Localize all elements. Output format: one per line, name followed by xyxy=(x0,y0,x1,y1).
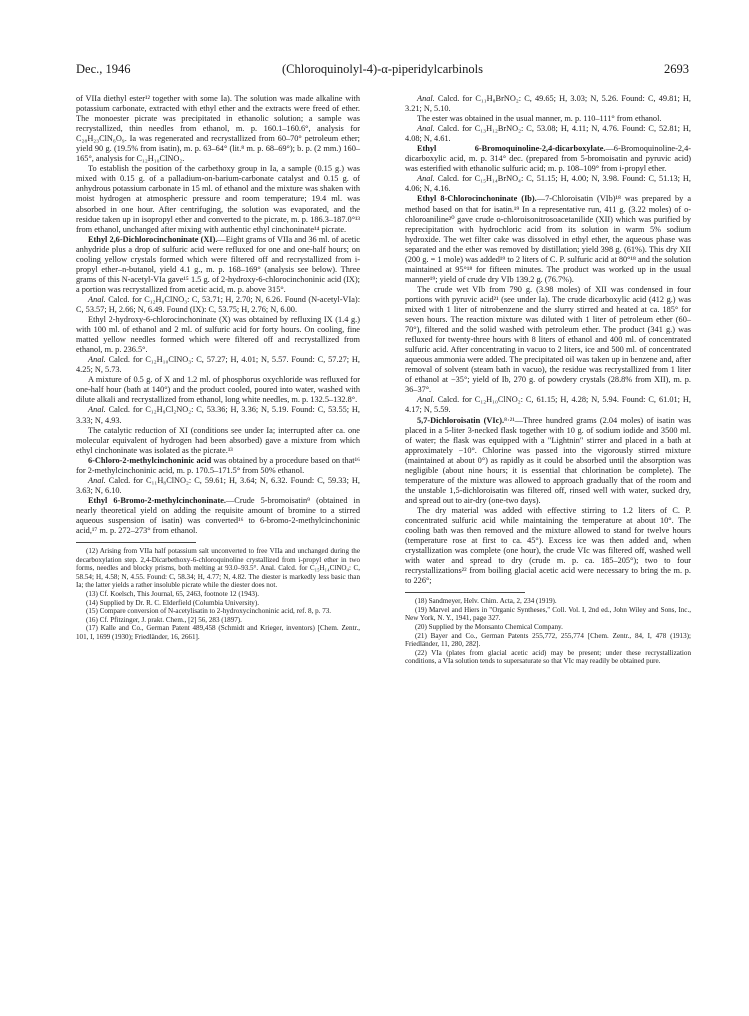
right-column-body xyxy=(405,94,691,586)
paragraph-text: Calcd. for C₁₁H₈ClNO₂: C, 59.61; H, 3.64; N, 6.32. Found: C, 59.33; H, 3.63; N, 6.10. xyxy=(76,475,360,495)
paragraph-heading: Ethyl 2,6-Dichlorocinchoninate (XI). xyxy=(88,234,218,244)
paragraph-heading: 5,7-Dichloroisatin (VIc). xyxy=(417,415,505,425)
paragraph-text: Calcd. for C₁₂H₈ClNO₃: C, 53.71; H, 2.70; N, 6.26. Found (N-acetyl-VIa): C, 53.57; H, 2.66; N, 6.49. Found (IX): C, 53.75; H, 2.76; N, 6.00. xyxy=(76,294,360,314)
paragraph-text: Calcd. for C₁₁H₈BrNO₂: C, 49.65; H, 3.03; N, 5.26. Found: C, 49.81; H, 3.21; N, 5.10. xyxy=(405,94,691,114)
analysis-label: Anal. xyxy=(88,475,106,485)
paragraph xyxy=(76,496,360,536)
analysis-label: Anal. xyxy=(88,355,106,365)
paragraph xyxy=(405,114,691,124)
paragraph-text: The dry material was added with effective stirring to 1.2 liters of C. P. concentrated sulfuric acid while maintaining the temperature at about 10°. The cooling bath was then removed and the mixture allowed to stand for twelve hours (temperature rose at first to ca. 45°). Excess ice was then added and, when crystallization was complete (one hour), the crude VIc was filtered off, washed well with water and spread to dry (crude m. p. ca. 185–205°); two to four recrystallizations²² from boiling glacial acetic acid were necessary to bring the m. p. to 226°; xyxy=(405,505,691,586)
paragraph-text: To establish the position of the carbethoxy group in Ia, a sample (0.15 g.) was mixed with 0.15 g. of a palladium-on-barium-carbonate catalyst and 0.15 g. of anhydrous potassium carbonate in 15 ml. of ethanol and the mixture was shaken with moist hydrogen at atmospheric pressure and room temperature; 19.4 ml. was absorbed in one hour. After centrifuging, the solution was evaporated, and the residue taken up in isopropyl ether and converted to the picrate, m. p. 186.3–187.0°¹³ from ethanol, unchanged after mixing with authentic ethyl cinchoninate¹⁴ picrate. xyxy=(76,164,360,234)
footnote: (16) Cf. Pfitzinger, J. prakt. Chem., [2] 56, 283 (1897). xyxy=(86,615,242,624)
left-footnotes xyxy=(76,547,360,642)
footnote: (18) Sandmeyer, Helv. Chim. Acta, 2, 234 (1919). xyxy=(415,597,557,606)
paragraph xyxy=(76,375,360,405)
paragraph-text: —Crude 5-bromoisatin⁹ (obtained in nearly theoretical yield on adding the requisite amount of bromine to a stirred aqueous suspension of isatin) was converted¹⁶ to 6-bromo-2-methylcinchoninic acid,¹⁷ m. p. 272–273° from ethanol. xyxy=(76,495,360,536)
paragraph xyxy=(76,235,360,295)
analysis-label: Anal. xyxy=(417,395,435,405)
paragraph xyxy=(405,506,691,586)
right-footnotes xyxy=(405,597,691,666)
paragraph xyxy=(76,355,360,375)
paragraph xyxy=(76,94,360,164)
paragraph xyxy=(405,416,691,506)
paragraph xyxy=(76,405,360,425)
paragraph xyxy=(405,285,691,396)
footnote: (12) Arising from VIIa half potassium salt unconverted to free VIIa and unchanged during the decarboxylation step. 2,4-Dicarbethoxy-6-chloroquinoline crystallized from i-propyl ether in two forms, needles and blocky prisms, both melting at 93.0–93.5°. Anal. Calcd. for C₁₅H₁₄ClNO₄: C, 58.54; H, 4.58; N, 4.55. Found: C, 58.34; H, 4.77; N, 4.82. The diester is markedly less basic than Ia; the latter yields a rather insoluble picrate while the diester does not. xyxy=(76,547,360,590)
paragraph xyxy=(76,164,360,234)
header-title: (Chloroquinolyl-4)-α-piperidylcarbinols xyxy=(282,62,483,76)
footnote: (22) VIa (plates from glacial acetic acid) may be present; under these recrystallization conditions, a VIa solution tends to supersaturate so that VIc may readily be obtained pure. xyxy=(405,648,691,666)
footnote: (21) Bayer and Co., German Patents 255,772, 255,774 [Chem. Zentr., 84, I, 478 (1913); Friedländer, 11, 280, 282]. xyxy=(405,631,691,649)
footnote: (14) Supplied by Dr. R. C. Elderfield (Columbia University). xyxy=(86,598,259,607)
paragraph xyxy=(405,194,691,284)
header-page-number: 2693 xyxy=(664,62,689,76)
paragraph xyxy=(76,315,360,355)
paragraph-text: of VIIa diethyl ester¹² together with some Ia). The solution was made alkaline with potassium carbonate, extracted with ethyl ether and the extracts were freed of ether. The monoester picrate was precipitated in ethanolic solution; a sample was recrystallized, thin needles from ethanol, m. p. 160.1–160.6°, analysis for C₂₈H₂₃ClN₆O₉. Ia was regenerated and recrystallized from 60–70° petroleum ether; yield 90 g. (19.5% from isatin), m. p. 63–64° (lit.⁸ m. p. 68–69°); b. p. (2 mm.) 160–165°, analysis for C₁₂H₁₀ClNO₂. xyxy=(76,94,360,164)
paragraph-heading: Ethyl 6-Bromoquinoline-2,4-dicarboxylate. xyxy=(417,144,606,154)
paragraph-heading: 6-Chloro-2-methylcinchoninic acid xyxy=(88,455,212,465)
paragraph-heading: Ethyl 8-Chlorocinchoninate (Ib). xyxy=(417,194,537,204)
paragraph-text: The crude wet VIb from 790 g. (3.98 moles) of XII was condensed in four portions with pyruvic acid²¹ (see under Ia). The crude dicarboxylic acid (412 g.) was mixed with 1 liter of nitrobenzene and the slurry stirred and heated at ca. 185° for seven hours. The reaction mixture was diluted with 1 liter of petroleum ether (60–70°), filtered and the solid washed with petroleum ether. The product (341 g.) was refluxed for twenty-three hours with 8 liters of ethanol and 400 ml. of concentrated sulfuric acid. After concentrating in vacuo to 2 liters, ice and 500 ml. of concentrated aqueous ammonia were added. The precipitated oil was taken up in benzene and, after removal of solvent (steam bath in vacuo), the residue was recrystallized from 1 liter of ethanol at −35°; yield of Ib, 270 g. of powdery crystals (28.8% from XII), m. p. 36–37°. xyxy=(405,284,691,395)
header-date: Dec., 1946 xyxy=(76,62,131,76)
paragraph xyxy=(76,476,360,496)
footnote: (19) Marvel and Hiers in "Organic Syntheses," Coll. Vol. I, 2nd ed., John Wiley and Sons, Inc., New York, N. Y., 1941, page 327. xyxy=(405,605,691,623)
paragraph-text: was obtained by a procedure based on that¹⁶ for 2-methylcinchoninic acid, m. p. 170.5–171.5° from 50% ethanol. xyxy=(76,455,360,475)
paragraph-text: —7-Chloroisatin (VIb)¹⁸ was prepared by a method based on that for isatin.¹⁹ In a representative run, 411 g. (3.22 moles) of o-chloroaniline²⁰ gave crude o-chloroisonitrosoacetanilide (XII) which was purified by reprecipitation with hydrochloric acid from its solution in warm 5% sodium hydroxide. The wet filter cake was dissolved in ethyl ether, the aqueous phase was separated and the ether was removed by distillation; yield 398 g. (61%). This dry XII (200 g. = 1 mole) was added¹⁹ to 2 liters of C. P. sulfuric acid at 80°¹⁸ and the solution maintained at 95°¹⁸ for fifteen minutes. The product was worked up in the usual manner¹⁹; yield of crude dry VIb 139.2 g. (76.7%). xyxy=(405,194,691,284)
paragraph-text: —6-Bromoquinoline-2,4-dicarboxylic acid, m. p. 314° dec. (prepared from 5-bromoisatin and pyruvic acid) was esterified with ethanolic sulfuric acid; m. p. 108–109° from i-propyl ether. xyxy=(405,144,691,174)
page-header xyxy=(76,62,689,82)
paragraph xyxy=(76,295,360,315)
paragraph xyxy=(405,94,691,114)
right-column xyxy=(405,94,691,666)
paragraph-text: Calcd. for C₁₂H₉Cl₂NO₂: C, 53.36; H, 3.36; N, 5.19. Found: C, 53.55; H, 3.33; N, 4.93. xyxy=(76,405,360,425)
analysis-label: Anal. xyxy=(417,174,435,184)
analysis-label: Anal. xyxy=(88,294,106,304)
footnote: (17) Kalle and Co., German Patent 489,458 (Schmidt and Krieger, inventors) [Chem. Zentr., 101, I, 1699 (1930); Friedländer, 16, 2661]. xyxy=(76,624,360,641)
paragraph-text: Calcd. for C₁₂H₁₀ClNO₂: C, 61.15; H, 4.28; N, 5.94. Found: C, 61.01; H, 4.17; N, 5.59. xyxy=(405,395,691,415)
paragraph xyxy=(405,174,691,194)
left-column-body xyxy=(76,94,360,536)
analysis-label: Anal. xyxy=(417,124,435,134)
paragraph-text: —Eight grams of VIIa and 36 ml. of acetic anhydride plus a drop of sulfuric acid were refluxed for one and one-half hours; on cooling yellow crystals formed which were filtered off and recrystallized from i-propyl ether–n-butanol, yield 4.1 g., m. p. 168–169° (analysis see below). Three grams of this N-acetyl-VIa gave¹⁵ 1.5 g. of 2-hydroxy-6-chlorocinchoninic acid (IX); a portion was recrystallized from acetic acid, m. p. above 315°. xyxy=(76,234,360,294)
paragraph-text: Ethyl 2-hydroxy-6-chlorocinchoninate (X) was obtained by refluxing IX (1.4 g.) with 100 ml. of ethanol and 2 ml. of sulfuric acid for forty hours. On cooling, fine matted yellow needles formed which were filtered off and recrystallized from ethanol, m. p. 236.5°. xyxy=(76,315,360,355)
paragraph xyxy=(405,124,691,144)
paragraph-text: Calcd. for C₁₅H₁₄BrNO₄: C, 51.15; H, 4.00; N, 3.98. Found: C, 51.13; H, 4.06; N, 4.16. xyxy=(405,174,691,194)
paragraph-text: Calcd. for C₁₃H₁₂BrNO₂: C, 53.08; H, 4.11; N, 4.76. Found: C, 52.81; H, 4.08; N, 4.61. xyxy=(405,124,691,144)
paragraph xyxy=(405,144,691,174)
analysis-label: Anal. xyxy=(88,405,106,415)
paragraph xyxy=(76,426,360,456)
footnote-rule xyxy=(405,592,525,593)
analysis-label: Anal. xyxy=(417,94,435,103)
footnote: (20) Supplied by the Monsanto Chemical Company. xyxy=(415,623,563,632)
paragraph-heading: Ethyl 6-Bromo-2-methylcinchoninate. xyxy=(88,495,226,505)
footnote: (15) Compare conversion of N-acetylisatin to 2-hydroxycinchoninic acid, ref. 8, p. 73. xyxy=(86,607,332,616)
paragraph-text: The catalytic reduction of XI (conditions see under Ia; interrupted after ca. one molecular equivalent of hydrogen had been absorbed) gave a mixture from which ethyl cinchoninate was isolated as the picrate.¹³ xyxy=(76,425,360,455)
paragraph xyxy=(405,395,691,415)
paragraph-text: Calcd. for C₁₂H₁₀ClNO₃: C, 57.27; H, 4.01; N, 5.57. Found: C, 57.27; H, 4.25; N, 5.73. xyxy=(76,355,360,375)
paragraph xyxy=(76,456,360,476)
left-column xyxy=(76,94,360,642)
paragraph-text: The ester was obtained in the usual manner, m. p. 110–111° from ethanol. xyxy=(417,114,662,124)
footnote: (13) Cf. Koelsch, This Journal, 65, 2463, footnote 12 (1943). xyxy=(86,590,260,599)
paragraph-text: A mixture of 0.5 g. of X and 1.2 ml. of phosphorus oxychloride was refluxed for one-half hour (bath at 140°) and the product cooled, poured into water, washed with dilute alkali and recrystallized from ethanol, long white needles, m. p. 132.5–132.8°. xyxy=(76,375,360,405)
paragraph-text: ⁸·²¹—Three hundred grams (2.04 moles) of isatin was placed in a 5-liter 3-necked flask together with 10 g. of sodium iodide and 3500 ml. of water; the flask was equipped with a "Lightnin" stirrer and placed in a bath at approximately −10°. Chlorine was passed into the vigorously stirred mixture (maintained at about 0°) as rapidly as it could be absorbed until the absorption was negligible (about nine hours; it is essential that chlorination be complete). The temperature of the mixture was allowed to approach gradually that of the room and the unstable 1,5-dichloroisatin was filtered off, rinsed well with water, sucked dry, and spread out to air-dry (one-two days). xyxy=(405,415,691,505)
footnote-rule xyxy=(76,542,196,543)
